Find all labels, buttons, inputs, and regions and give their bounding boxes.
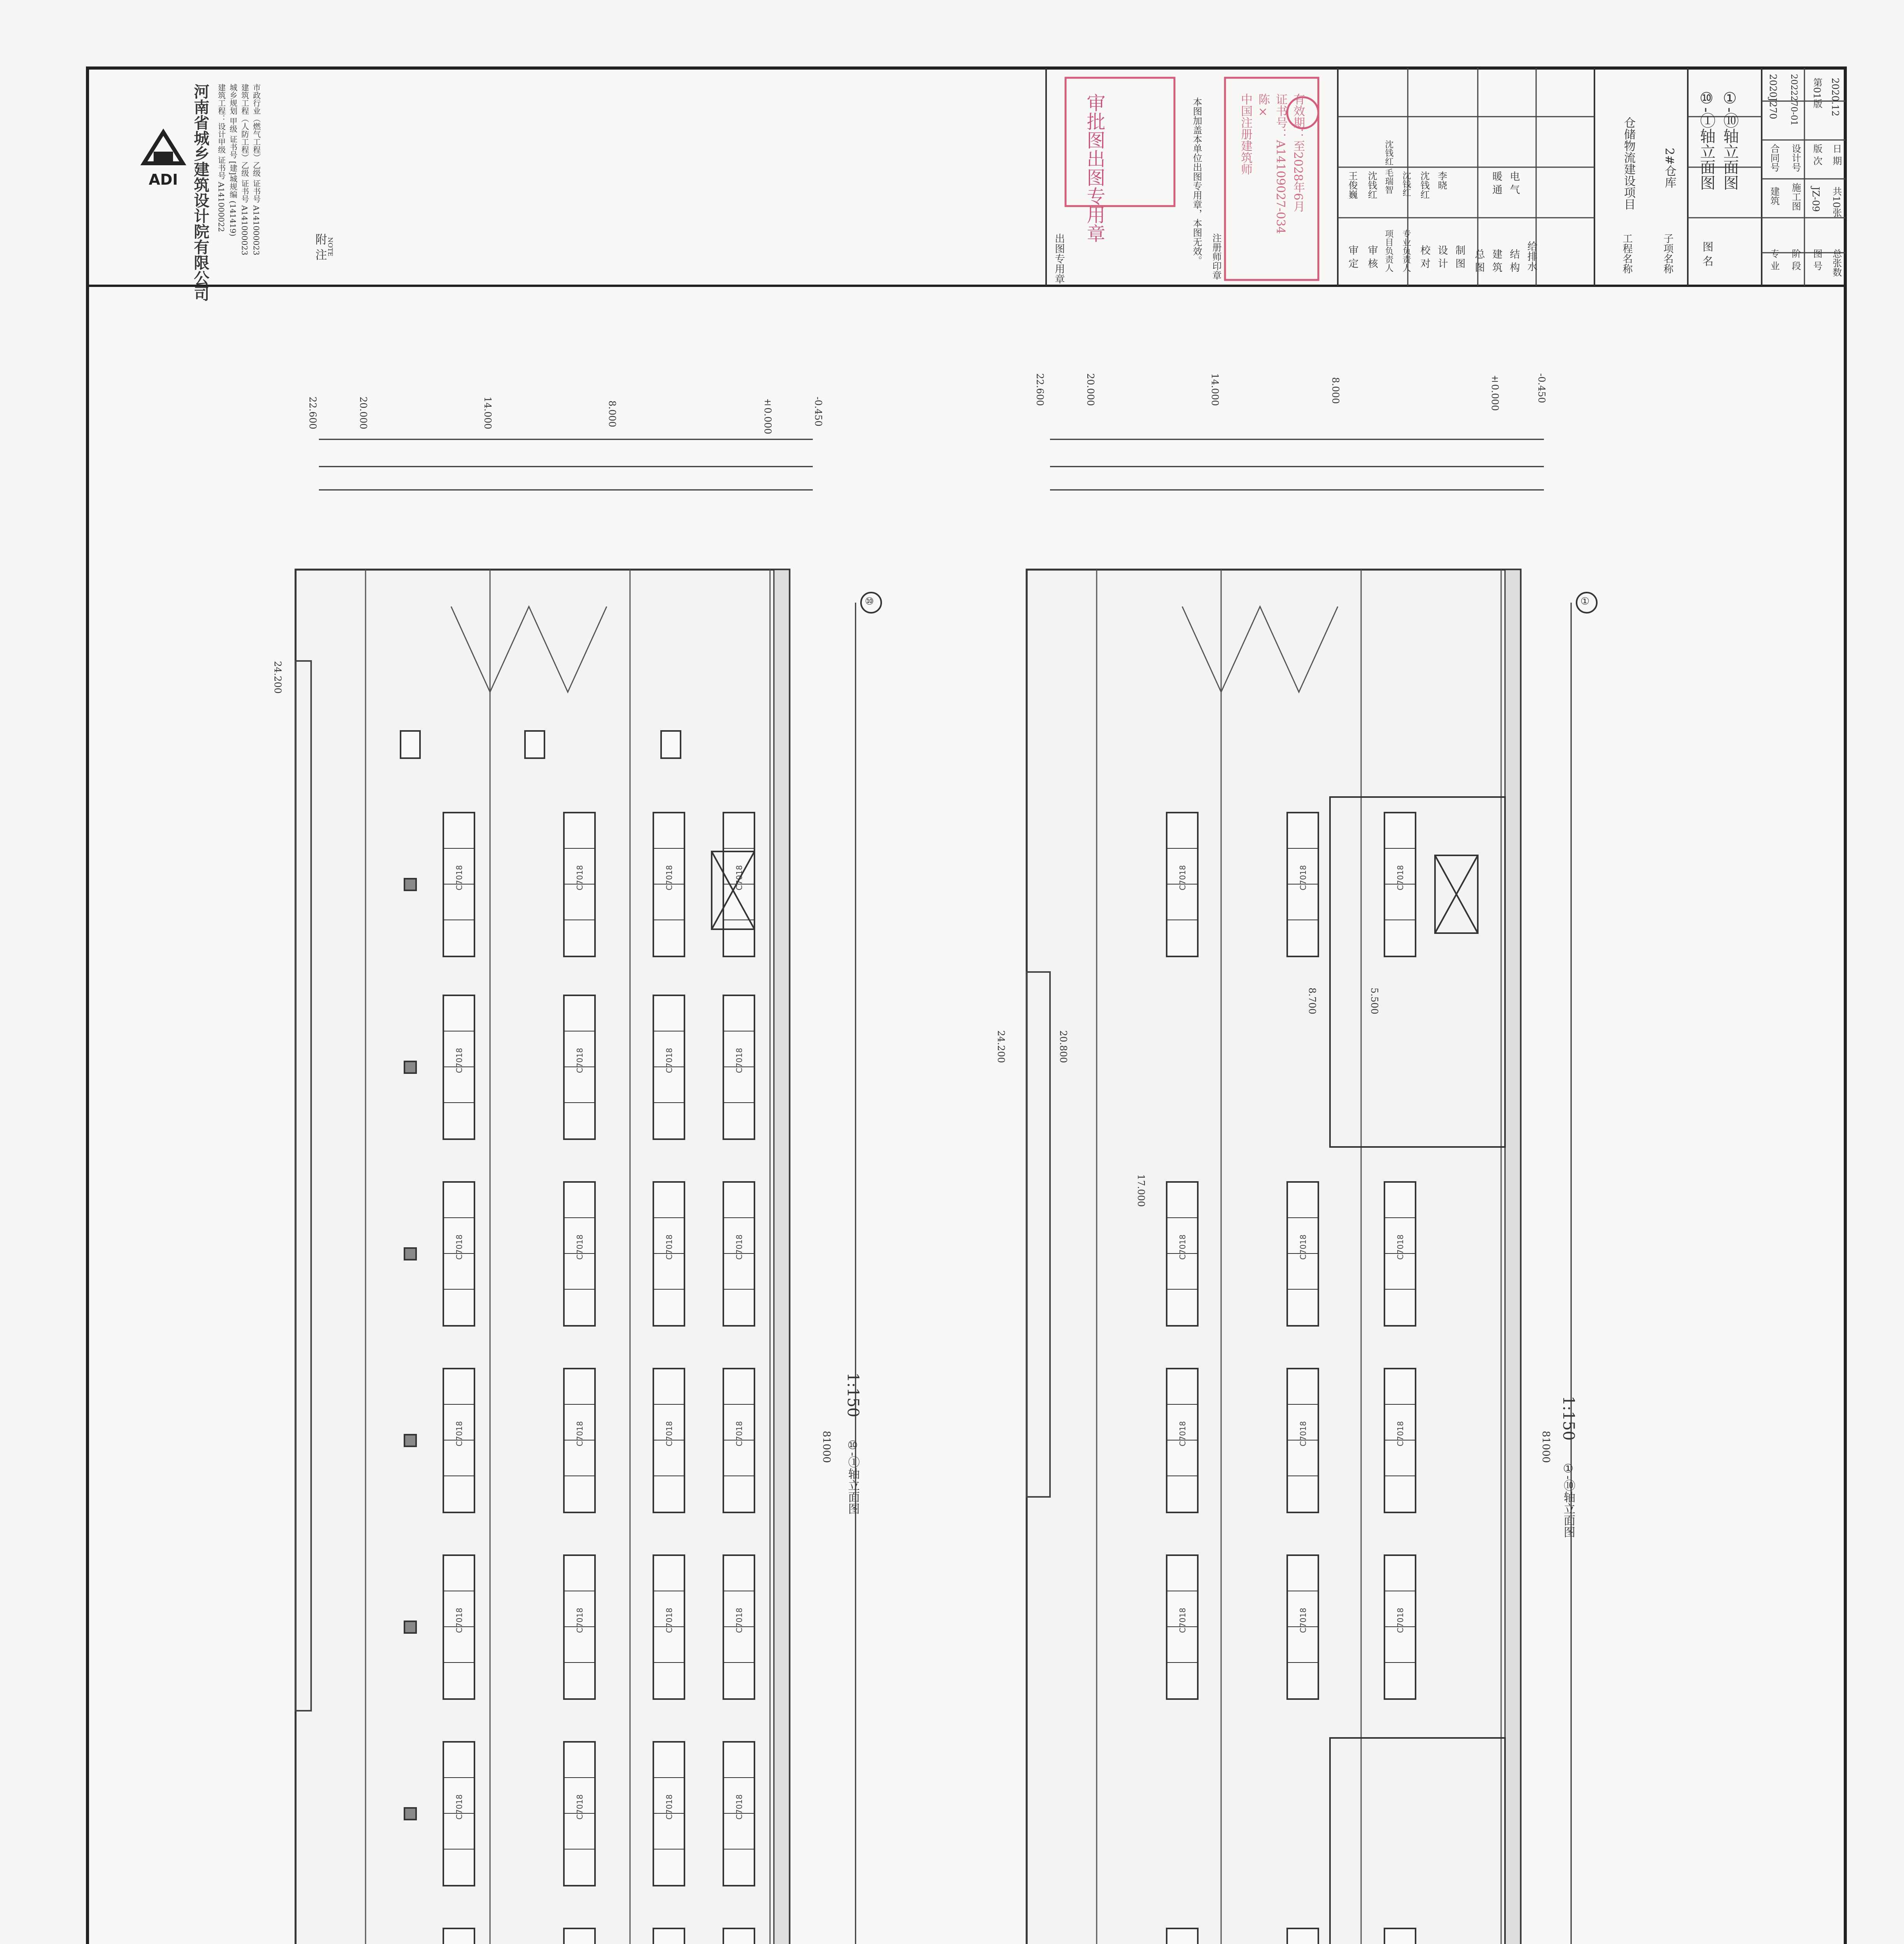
field-contract-value: 2020J270 [1768,74,1778,119]
e2-level-20000: 20.000 [1085,373,1096,406]
red-stamp-line-1: 中国注册建筑师 [1239,93,1252,175]
drawing-name-label: 图 名 [1701,241,1714,266]
window-tag: C7018 [1178,865,1187,890]
field-design-no-value: 2022270-01 [1789,74,1799,126]
field-contract-label: 合同号 [1769,144,1780,172]
window-tag: C7018 [455,1421,464,1446]
e1-level-0: ±0.000 [762,397,773,434]
window-tag: C7018 [665,1234,674,1260]
e2-level-14000: 14.000 [1209,373,1220,406]
e1-level-20000: 20.000 [358,397,369,429]
elevation-2-length: 81000 [1540,1431,1552,1463]
window-tag: C7018 [455,1794,464,1820]
e2-level-8700: 8.700 [1307,988,1318,1014]
window-tag: C7018 [575,1234,584,1260]
window-tag: C7018 [575,1608,584,1633]
role-approve: 审 定 [1347,245,1358,269]
discipline-plumbing: 给排水 [1526,241,1537,271]
window-tag: C7018 [1178,1234,1187,1260]
window-tag: C7018 [735,1234,744,1260]
window-tag: C7018 [735,1608,744,1633]
e1-level-14000: 14.000 [482,397,493,429]
window-c7018 [443,1928,474,1944]
window-tag: C7018 [1178,1421,1187,1446]
window-tag: C7018 [455,1608,464,1633]
name-approve: 王俊巍 [1347,171,1358,199]
window-tag: C7018 [735,1048,744,1073]
field-design-no-label: 设计号 [1790,144,1801,172]
window-tag: C7018 [575,1794,584,1820]
window-c1418 [525,731,544,758]
e2-level-17000: 17.000 [1136,1174,1146,1207]
field-discipline-label: 专 业 [1769,249,1780,271]
notes-label: 附 注 [313,233,327,260]
qualification-4: 市政行业（燃气工程）乙级 证书号 A141000023 [252,84,261,255]
drawing-name-1: ⑩-①轴立面图 [1698,89,1715,191]
e2-level-20800: 20.800 [1058,1030,1069,1063]
window-tag: C7018 [1178,1608,1187,1633]
window-tag: C7018 [1298,1608,1308,1633]
window-tag: C7018 [1396,1234,1405,1260]
e1-level-minus-450: -0.450 [813,397,824,427]
vent [404,1621,416,1633]
role-project-lead: 项目负责人 [1384,229,1393,272]
window-c1418 [661,731,681,758]
discipline-electric: 电 气 [1508,171,1520,195]
registration-label: 注册师印章 [1211,233,1222,280]
window-tag: C7018 [735,1794,744,1820]
field-stage-value: 施工图 [1790,183,1801,211]
red-stamp-line-3: 证书号：A14109027-034 [1274,93,1287,234]
discipline-hvac: 暖 通 [1491,171,1502,195]
e2-parapet-level: 24.200 [996,1030,1006,1063]
window-tag: C7018 [575,1048,584,1073]
window-tag: C7018 [665,1421,674,1446]
window-tag: C7018 [735,1421,744,1446]
window-tag: C7018 [665,1794,674,1820]
window-c1418 [401,731,420,758]
e1-parapet-level: 24.200 [272,661,283,694]
elevation-10-1 [296,439,856,1944]
window-tag: C7018 [575,1421,584,1446]
field-version-label: 版 次 [1811,144,1822,166]
field-total-label: 总张数 [1831,249,1842,277]
elevation-1-title: ⑩-①轴立面图 [846,1439,859,1515]
window-tag: C7018 [1396,865,1405,890]
elevation-1-scale: 1:150 [844,1372,862,1418]
field-version-value: 第01版 [1811,78,1822,108]
vent [404,1435,416,1446]
field-total-value: 共10张 [1831,187,1842,217]
project-label: 工程名称 [1621,233,1633,274]
window-c7018 [1384,1928,1416,1944]
field-discipline-value: 建筑 [1769,187,1780,205]
window-tag: C7018 [575,865,584,890]
vent [404,1808,416,1820]
field-drawing-no-value: JZ-09 [1810,187,1821,212]
name-design: 李晓 [1436,171,1447,190]
discipline-struct: 结 构 [1508,249,1520,273]
axis-e2-top: ① [1580,596,1590,607]
discipline-general: 总 图 [1473,249,1485,273]
red-stamp-line-2: 陈× [1256,93,1270,119]
name-discipline-lead: 沈钱红 [1401,171,1411,197]
window-tag: C7018 [665,1048,674,1073]
window-c7018 [653,1928,684,1944]
field-stage-label: 阶 段 [1790,249,1801,271]
e2-level-8000: 8.000 [1330,377,1341,404]
window-c7018 [1287,1928,1318,1944]
name-review: 沈钱红 [1366,171,1377,199]
print-stamp-label: 出图专用章 [1053,233,1065,284]
window-tag: C7018 [1298,865,1308,890]
role-draw: 制 图 [1454,245,1465,269]
window-c7018 [1167,1928,1198,1944]
approval-stamp-text: 审批图出图专用章 [1083,93,1105,243]
axis-e1-top: ⑩ [865,596,874,607]
window-tag: C7018 [455,865,464,890]
window-tag: C7018 [455,1048,464,1073]
window-tag: C7018 [665,1608,674,1633]
window-tag: C7018 [455,1234,464,1260]
vent [404,1248,416,1260]
window-c7018 [723,1928,754,1944]
elevation-2-scale: 1:150 [1559,1396,1577,1441]
e2-level-0: ±0.000 [1489,373,1500,411]
role-check: 校 对 [1419,245,1430,269]
field-date-value: 2020.12 [1830,78,1841,117]
window-tag: C7018 [1396,1608,1405,1633]
qualification-1: 建筑工程：设计甲级 证书号 A141000022 [217,84,226,232]
e1-level-22600: 22.600 [307,397,318,429]
notes-label-en: NOTE [327,237,334,257]
vent [404,879,416,890]
elevation-1-length: 81000 [821,1431,832,1463]
project-name: 仓储物流建设项目 [1622,117,1635,210]
role-discipline-lead: 专业负责人 [1401,229,1411,272]
vent [404,1061,416,1073]
window-tag: C7018 [735,865,744,890]
window-tag: C7018 [1396,1421,1405,1446]
qualification-3: 建筑工程（人防工程）乙级 证书号 A141000023 [240,84,249,255]
role-design: 设 计 [1436,245,1448,269]
stamp-notice: 本图加盖本单位出图专用章，本图无效。 [1191,97,1202,265]
field-drawing-no-label: 图 号 [1811,249,1822,271]
e1-level-8000: 8.000 [607,400,618,427]
name-project-lead: 沈钱红 毛瑞智 [1384,140,1393,194]
field-date-label: 日 期 [1831,144,1842,166]
company-name: 河南省城乡建筑设计院有限公司 [191,84,210,301]
name-check: 沈钱红 [1419,171,1430,199]
svg-text:ADI: ADI [149,171,178,188]
e2-level-5500: 5.500 [1369,988,1380,1014]
e2-level-22600: 22.600 [1034,373,1045,406]
red-stamp-line-4: 有效期：至2028年6月 [1291,93,1305,212]
e2-level-minus-450: -0.450 [1536,373,1547,403]
window-tag: C7018 [1298,1234,1308,1260]
qualification-2: 城乡规划 甲级 证书号 [建]城规编 (141419) [228,84,238,236]
subproject-label: 子项名称 [1662,233,1673,274]
window-c7018 [564,1928,595,1944]
subproject-name: 2#仓库 [1662,148,1676,189]
role-review: 审 核 [1366,245,1378,269]
window-tag: C7018 [1298,1421,1308,1446]
window-tag: C7018 [665,865,674,890]
drawing-name-2: ①-⑩轴立面图 [1721,89,1739,191]
elevation-2-title: ①-⑩轴立面图 [1561,1462,1575,1538]
discipline-arch: 建 筑 [1491,249,1502,273]
